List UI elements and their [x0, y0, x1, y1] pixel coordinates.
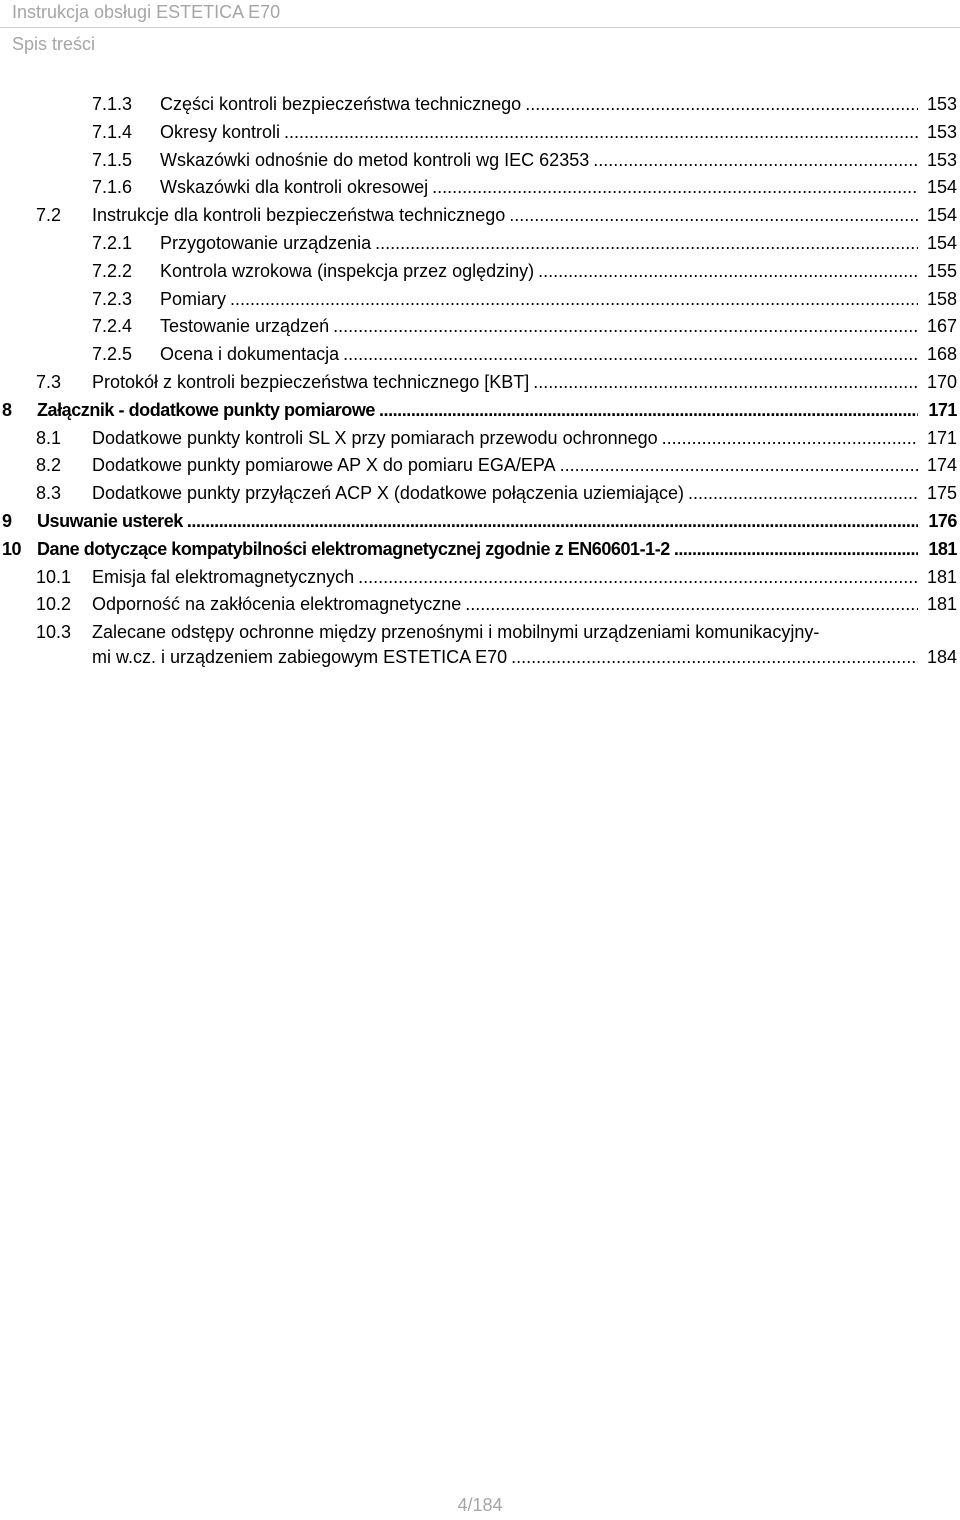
toc-entry-title: Odporność na zakłócenia elektromagnetyczne [92, 594, 462, 615]
toc-entry-page-number: 175 [926, 483, 957, 504]
dot-leader [593, 147, 918, 175]
toc-entry-number: 7.1.4 [92, 121, 133, 142]
toc-entry-leader [160, 230, 918, 258]
toc-entry-page-number: 153 [926, 121, 957, 142]
toc-entry-number: 7.1.3 [92, 94, 133, 114]
toc-entry-number: 7.2 [36, 205, 62, 226]
toc-entry-number: 10.2 [36, 594, 72, 615]
toc-entry-title: Dodatkowe punkty pomiarowe AP X do pomiaru EGA/EPA [92, 455, 556, 476]
toc-entry[interactable] [0, 91, 960, 119]
dot-leader [465, 591, 918, 619]
dot-leader [284, 119, 918, 147]
toc-entry-leader [92, 644, 918, 672]
dot-leader [662, 425, 918, 453]
toc-entry-page-number: 167 [926, 316, 957, 337]
toc-entry-title: Usuwanie usterek [37, 510, 183, 531]
toc-entry-number: 7.1.5 [92, 149, 133, 170]
toc-entry-page-number: 155 [926, 260, 957, 281]
toc-entry-title: Części kontroli bezpieczeństwa technicznego [160, 94, 522, 114]
toc-entry-title: Dodatkowe punkty kontroli SL X przy pomiarach przewodu ochronnego [92, 427, 658, 448]
dot-leader [560, 452, 918, 480]
toc-entry-title: Pomiary [160, 288, 227, 309]
toc-entry-page-number: 170 [926, 371, 957, 392]
toc-entry-leader [160, 341, 918, 369]
toc-entry[interactable] [0, 230, 960, 258]
toc-entry-number: 7.3 [36, 371, 62, 392]
toc-entry-title: Wskazówki dla kontroli okresowej [160, 177, 429, 198]
toc-entry-number: 9 [2, 510, 12, 531]
dot-leader [230, 286, 918, 314]
toc-entry-title: Zalecane odstępy ochronne między przenośnymi i mobilnymi urządzeniami komunikacyjny- [92, 622, 820, 643]
toc-entry[interactable] [0, 174, 960, 202]
toc-entry[interactable] [0, 480, 960, 508]
header-divider [0, 27, 960, 28]
toc-entry[interactable] [0, 286, 960, 314]
toc-entry-leader [92, 425, 918, 453]
toc-entry-leader [160, 174, 918, 202]
toc-entry[interactable] [0, 397, 960, 425]
toc-entry-number: 10.1 [36, 566, 72, 587]
toc-entry-page-number: 181 [926, 566, 957, 587]
toc-entry-title: Dodatkowe punkty przyłączeń ACP X (dodatkowe połączenia uziemiające) [92, 483, 684, 504]
toc-entry-leader [92, 591, 918, 619]
toc-entry-number: 8.2 [36, 455, 62, 476]
toc-entry-page-number: 168 [926, 344, 957, 365]
toc-entry-leader [92, 202, 918, 230]
dot-leader [333, 313, 918, 341]
toc-entry-page-number: 171 [926, 427, 957, 448]
toc-entry-page-number: 176 [928, 510, 957, 531]
dot-leader [688, 480, 918, 508]
table-of-contents [0, 91, 960, 671]
toc-entry[interactable] [0, 564, 960, 592]
toc-entry-number: 10 [2, 538, 22, 559]
toc-entry[interactable] [0, 119, 960, 147]
toc-entry-number: 7.2.2 [92, 260, 133, 281]
toc-entry-page-number: 153 [926, 94, 957, 114]
dot-leader [511, 644, 918, 672]
toc-entry-page-number: 154 [926, 232, 957, 253]
toc-entry-leader [37, 508, 918, 536]
toc-entry-number: 7.2.5 [92, 344, 133, 365]
dot-leader [375, 230, 918, 258]
dot-leader [674, 536, 918, 564]
toc-entry[interactable] [0, 508, 960, 536]
dot-leader [533, 369, 918, 397]
toc-entry-title: Kontrola wzrokowa (inspekcja przez oględziny) [160, 260, 535, 281]
section-title: Spis treści [12, 34, 96, 54]
toc-entry-number: 7.2.4 [92, 316, 133, 337]
toc-entry-page-number: 158 [926, 288, 957, 309]
toc-entry[interactable] [0, 619, 960, 671]
toc-entry-number: 7.2.3 [92, 288, 133, 309]
toc-entry[interactable] [0, 341, 960, 369]
dot-leader [187, 508, 918, 536]
toc-entry-page-number: 154 [926, 177, 957, 198]
toc-entry[interactable] [0, 591, 960, 619]
toc-entry-number: 8.3 [36, 483, 62, 504]
toc-entry-title-continued: mi w.cz. i urządzeniem zabiegowym ESTETICA E70 [92, 647, 508, 668]
dot-leader [525, 91, 918, 119]
toc-entry-title: Wskazówki odnośnie do metod kontroli wg IEC 62353 [160, 149, 590, 170]
toc-entry[interactable] [0, 258, 960, 286]
toc-entry-number: 8 [2, 399, 12, 420]
toc-entry-page-number: 181 [926, 594, 957, 615]
toc-entry[interactable] [0, 147, 960, 175]
dot-leader [538, 258, 918, 286]
toc-entry-number: 7.1.6 [92, 177, 133, 198]
toc-entry-leader [160, 313, 918, 341]
toc-entry-title: Okresy kontroli [160, 121, 281, 142]
toc-entry-leader [160, 91, 918, 119]
toc-entry-leader [37, 397, 918, 425]
toc-entry-page-number: 154 [926, 205, 957, 226]
toc-entry-title: Ocena i dokumentacja [160, 344, 340, 365]
dot-leader [509, 202, 918, 230]
toc-entry-title: Załącznik - dodatkowe punkty pomiarowe [37, 399, 375, 420]
toc-entry-leader [160, 286, 918, 314]
toc-entry-leader [92, 480, 918, 508]
toc-entry-leader [160, 258, 918, 286]
toc-entry-page-number: 174 [926, 455, 957, 476]
toc-entry-leader [92, 564, 918, 592]
toc-entry[interactable] [0, 202, 960, 230]
toc-entry-leader [160, 147, 918, 175]
toc-entry-number: 10.3 [36, 622, 72, 643]
toc-entry-page-number: 153 [926, 149, 957, 170]
toc-entry-title: Testowanie urządzeń [160, 316, 330, 337]
toc-entry-title: Przygotowanie urządzenia [160, 232, 372, 253]
toc-entry[interactable] [0, 313, 960, 341]
toc-entry[interactable] [0, 452, 960, 480]
toc-entry-leader [92, 369, 918, 397]
dot-leader [432, 174, 918, 202]
toc-entry[interactable] [0, 425, 960, 453]
dot-leader [358, 564, 918, 592]
toc-entry-page-number: 184 [926, 647, 957, 668]
toc-entry-page-number: 181 [928, 538, 957, 559]
toc-entry-page-number: 171 [928, 399, 957, 420]
toc-entry-title: Dane dotyczące kompatybilności elektromagnetycznej zgodnie z EN60601-1-2 [37, 538, 670, 559]
toc-entry-leader [37, 536, 918, 564]
toc-entry[interactable] [0, 369, 960, 397]
page-indicator: 4/184 [457, 1495, 503, 1515]
dot-leader [379, 397, 918, 425]
toc-entry-number: 7.2.1 [92, 232, 133, 253]
document-title: Instrukcja obsługi ESTETICA E70 [12, 2, 281, 22]
toc-entry-title: Emisja fal elektromagnetycznych [92, 566, 355, 587]
toc-entry-leader [92, 452, 918, 480]
toc-entry[interactable] [0, 536, 960, 564]
dot-leader [343, 341, 918, 369]
toc-entry-title: Protokół z kontroli bezpieczeństwa technicznego [KBT] [92, 371, 530, 392]
toc-entry-leader [160, 119, 918, 147]
toc-entry-number: 8.1 [36, 427, 62, 448]
toc-entry-title: Instrukcje dla kontroli bezpieczeństwa technicznego [92, 205, 506, 226]
